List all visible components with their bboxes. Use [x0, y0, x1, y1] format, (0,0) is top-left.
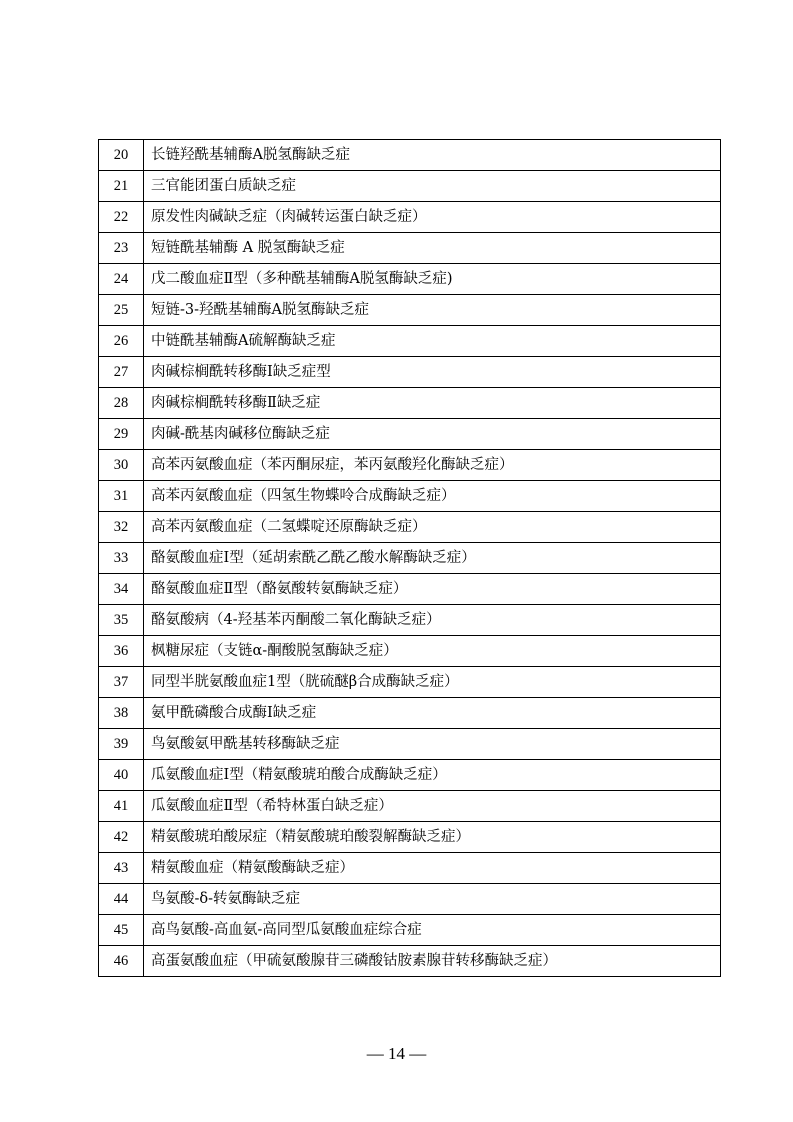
disease-name: 瓜氨酸血症Ⅰ型（精氨酸琥珀酸合成酶缺乏症） — [144, 760, 721, 791]
table-row — [99, 326, 721, 357]
row-number: 32 — [99, 512, 144, 543]
disease-name: 酪氨酸血症Ⅰ型（延胡索酰乙酰乙酸水解酶缺乏症） — [144, 543, 721, 574]
table-row — [99, 357, 721, 388]
row-number: 27 — [99, 357, 144, 388]
disease-name: 精氨酸琥珀酸尿症（精氨酸琥珀酸裂解酶缺乏症） — [144, 822, 721, 853]
table-row — [99, 481, 721, 512]
table-row — [99, 636, 721, 667]
disease-name: 酪氨酸血症Ⅱ型（酪氨酸转氨酶缺乏症） — [144, 574, 721, 605]
row-number: 37 — [99, 667, 144, 698]
table-row — [99, 450, 721, 481]
table-row — [99, 388, 721, 419]
table-row — [99, 946, 721, 977]
table-row — [99, 822, 721, 853]
table-row — [99, 667, 721, 698]
table-row — [99, 574, 721, 605]
row-number: 42 — [99, 822, 144, 853]
table-row — [99, 264, 721, 295]
disease-name: 肉碱棕榈酰转移酶Ⅱ缺乏症 — [144, 388, 721, 419]
table-row — [99, 202, 721, 233]
row-number: 46 — [99, 946, 144, 977]
disease-table — [98, 139, 721, 977]
row-number: 35 — [99, 605, 144, 636]
disease-name: 氨甲酰磷酸合成酶Ⅰ缺乏症 — [144, 698, 721, 729]
row-number: 36 — [99, 636, 144, 667]
disease-name: 原发性肉碱缺乏症（肉碱转运蛋白缺乏症） — [144, 202, 721, 233]
disease-name: 长链羟酰基辅酶A脱氢酶缺乏症 — [144, 140, 721, 171]
table-row — [99, 698, 721, 729]
page-number: — 14 — — [366, 1044, 427, 1063]
disease-name: 中链酰基辅酶A硫解酶缺乏症 — [144, 326, 721, 357]
row-number: 34 — [99, 574, 144, 605]
row-number: 44 — [99, 884, 144, 915]
row-number: 21 — [99, 171, 144, 202]
disease-name: 高蛋氨酸血症（甲硫氨酸腺苷三磷酸钴胺素腺苷转移酶缺乏症） — [144, 946, 721, 977]
row-number: 24 — [99, 264, 144, 295]
table-row — [99, 295, 721, 326]
table-row — [99, 512, 721, 543]
disease-name: 戊二酸血症Ⅱ型（多种酰基辅酶A脱氢酶缺乏症) — [144, 264, 721, 295]
table-row — [99, 233, 721, 264]
disease-name: 鸟氨酸氨甲酰基转移酶缺乏症 — [144, 729, 721, 760]
table-body — [99, 140, 721, 977]
row-number: 25 — [99, 295, 144, 326]
row-number: 41 — [99, 791, 144, 822]
row-number: 22 — [99, 202, 144, 233]
row-number: 45 — [99, 915, 144, 946]
table-row — [99, 543, 721, 574]
disease-name: 精氨酸血症（精氨酸酶缺乏症） — [144, 853, 721, 884]
table-row — [99, 171, 721, 202]
row-number: 38 — [99, 698, 144, 729]
table-row — [99, 140, 721, 171]
table-row — [99, 884, 721, 915]
row-number: 20 — [99, 140, 144, 171]
table-row — [99, 419, 721, 450]
disease-name: 高苯丙氨酸血症（苯丙酮尿症，苯丙氨酸羟化酶缺乏症） — [144, 450, 721, 481]
table-row — [99, 791, 721, 822]
row-number: 23 — [99, 233, 144, 264]
row-number: 30 — [99, 450, 144, 481]
row-number: 39 — [99, 729, 144, 760]
disease-name: 高苯丙氨酸血症（二氢蝶啶还原酶缺乏症） — [144, 512, 721, 543]
table-row — [99, 760, 721, 791]
table-row — [99, 915, 721, 946]
table-row — [99, 605, 721, 636]
disease-name: 肉碱棕榈酰转移酶Ⅰ缺乏症型 — [144, 357, 721, 388]
disease-name: 肉碱-酰基肉碱移位酶缺乏症 — [144, 419, 721, 450]
row-number: 29 — [99, 419, 144, 450]
disease-name: 高鸟氨酸-高血氨-高同型瓜氨酸血症综合症 — [144, 915, 721, 946]
row-number: 28 — [99, 388, 144, 419]
table-row — [99, 853, 721, 884]
row-number: 26 — [99, 326, 144, 357]
row-number: 31 — [99, 481, 144, 512]
disease-name: 同型半胱氨酸血症1型（胱硫醚β合成酶缺乏症） — [144, 667, 721, 698]
row-number: 40 — [99, 760, 144, 791]
disease-name: 鸟氨酸-δ-转氨酶缺乏症 — [144, 884, 721, 915]
disease-name: 三官能团蛋白质缺乏症 — [144, 171, 721, 202]
disease-name: 酪氨酸病（4-羟基苯丙酮酸二氧化酶缺乏症） — [144, 605, 721, 636]
row-number: 43 — [99, 853, 144, 884]
disease-name: 高苯丙氨酸血症（四氢生物蝶呤合成酶缺乏症） — [144, 481, 721, 512]
disease-name: 枫糖尿症（支链α-酮酸脱氢酶缺乏症） — [144, 636, 721, 667]
row-number: 33 — [99, 543, 144, 574]
disease-name: 短链-3-羟酰基辅酶A脱氢酶缺乏症 — [144, 295, 721, 326]
disease-name: 短链酰基辅酶 A 脱氢酶缺乏症 — [144, 233, 721, 264]
table-row — [99, 729, 721, 760]
disease-name: 瓜氨酸血症Ⅱ型（希特林蛋白缺乏症） — [144, 791, 721, 822]
